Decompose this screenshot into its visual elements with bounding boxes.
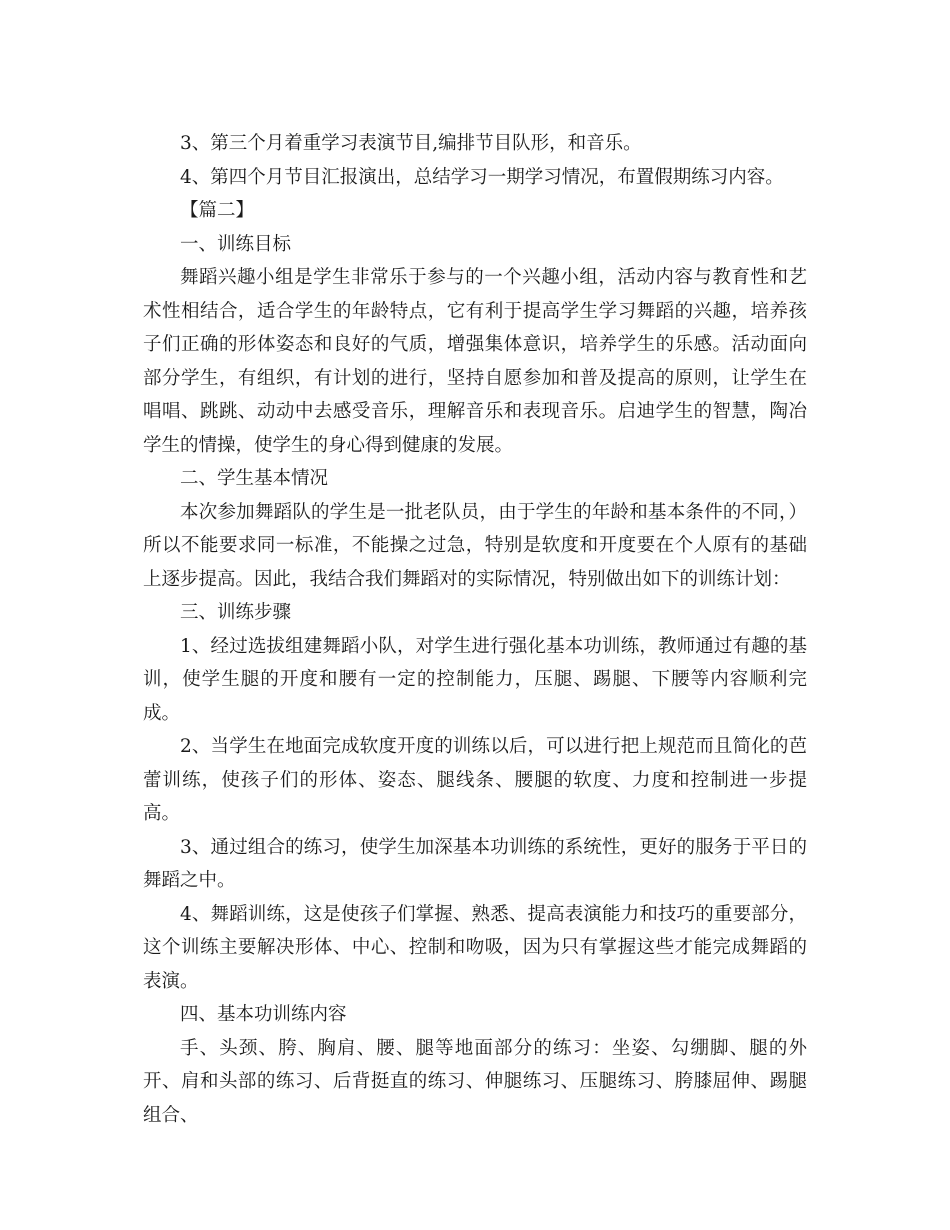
heading-training-goals: 一、训练目标 (180, 233, 292, 255)
heading-basic-training-content: 四、基本功训练内容 (180, 1004, 347, 1025)
paragraph-step-3: 3、通过组合的练习，使学生加深基本功训练的系统性，更好的服务于平日的舞蹈之中。 (143, 836, 807, 891)
paragraph-step-4: 4、舞蹈训练，这是使孩子们掌握、熟悉、提高表演能力和技巧的重要部分，这个训练主要解决形体、中心、控制和吻吸，因为只有掌握这些才能完成舞蹈的表演。 (143, 903, 807, 992)
paragraph-step-2: 2、当学生在地面完成软度开度的训练以后，可以进行把上规范而且简化的芭蕾训练，使孩子们的形体、姿态、腿线条、腰腿的软度、力度和控制进一步提高。 (143, 736, 807, 824)
heading-training-steps: 三、训练步骤 (180, 602, 292, 623)
paragraph-month-4: 4、第四个月节目汇报演出，总结学习一期学习情况，布置假期练习内容。 (180, 166, 784, 188)
paragraph-training-goals: 舞蹈兴趣小组是学生非常乐于参与的一个兴趣小组，活动内容与教育性和艺术性相结合，适合学生的年龄特点，它有利于提高学生学习舞蹈的兴趣，培养孩子们正确的形体姿态和良好的气质，增强集体意识，培养学生的乐感。活动面向部分学生，有组织，有计划的进行，坚持自愿参加和普及提高的原则，让学生在唱唱、跳跳、动动中去感受音乐，理解音乐和表现音乐。启迪学生的智慧，陶冶学生的情操，使学生的身心得到健康的发展。 (143, 267, 807, 456)
heading-student-situation: 二、学生基本情况 (180, 468, 329, 489)
paragraph-month-3: 3、第三个月着重学习表演节目,编排节目队形，和音乐。 (180, 133, 642, 154)
paragraph-student-situation: 本次参加舞蹈队的学生是一批老队员，由于学生的年龄和基本条件的不同，）所以不能要求同一标准，不能操之过急，特别是软度和开度要在个人原有的基础上逐步提高。因此，我结合我们舞蹈对的实际情况，特别做出如下的训练计划： (143, 501, 807, 590)
section-heading-part-two: 【篇二】 (180, 200, 255, 221)
document-body (143, 127, 807, 1132)
paragraph-step-1: 1、经过选拔组建舞蹈小队，对学生进行强化基本功训练，教师通过有趣的基训，使学生腿的开度和腰有一定的控制能力，压腿、踢腿、下腰等内容顺利完成。 (143, 635, 807, 724)
paragraph-basic-training-content: 手、头颈、胯、胸肩、腰、腿等地面部分的练习：坐姿、勾绷脚、腿的外开、肩和头部的练习、后背挺直的练习、伸腿练习、压腿练习、胯膝屈伸、踢腿组合、 (143, 1037, 807, 1126)
